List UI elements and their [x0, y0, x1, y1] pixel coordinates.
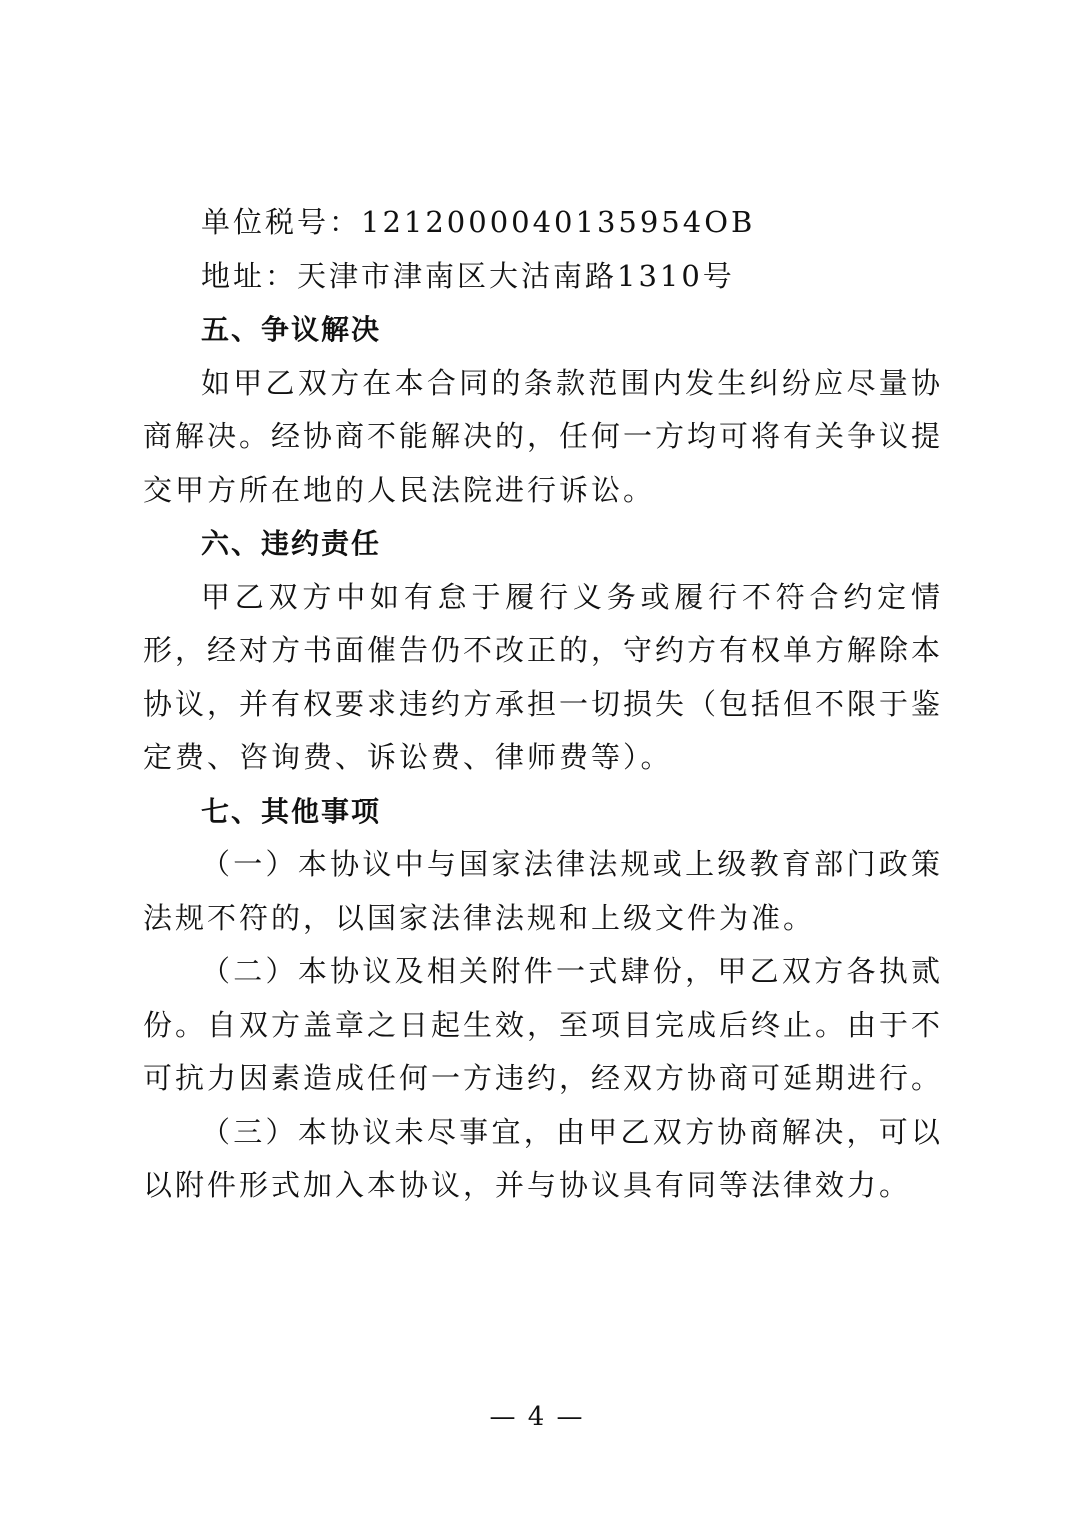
section-item-2: （二）本协议及相关附件一式肆份，甲乙双方各执贰份。自双方盖章之日起生效，至项目完成后终止。由于不可抗力因素造成任何一方违约，经双方协商可延期进行。: [143, 954, 944, 1095]
document-body: [143, 196, 943, 1213]
section-heading-dispute: 五、争议解决: [201, 313, 382, 346]
section-item-3: （三）本协议未尽事宜，由甲乙双方协商解决，可以以附件形式加入本协议，并与协议具有同等法律效力。: [143, 1114, 943, 1202]
address-line: 地址：天津市津南区大沽南路1310号: [201, 258, 735, 293]
tax-number-line: 单位税号：1212000040135954OB: [201, 205, 756, 239]
section-paragraph-dispute: 如甲乙双方在本合同的条款范围内发生纠纷应尽量协商解决。经协商不能解决的，任何一方均可将有关争议提交甲方所在地的人民法院进行诉讼。: [143, 365, 944, 507]
page-number: — 4 —: [489, 1402, 585, 1432]
section-heading-liability: 六、违约责任: [201, 527, 382, 560]
section-heading-other: 七、其他事项: [201, 794, 382, 828]
section-paragraph-liability: 甲乙双方中如有怠于履行义务或履行不符合约定情形，经对方书面催告仍不改正的，守约方有权单方解除本协议，并有权要求违约方承担一切损失（包括但不限于鉴定费、咨询费、诉讼费、律师费等）。: [143, 579, 944, 774]
section-item-1: （一）本协议中与国家法律法规或上级教育部门政策法规不符的，以国家法律法规和上级文件为准。: [143, 847, 943, 935]
